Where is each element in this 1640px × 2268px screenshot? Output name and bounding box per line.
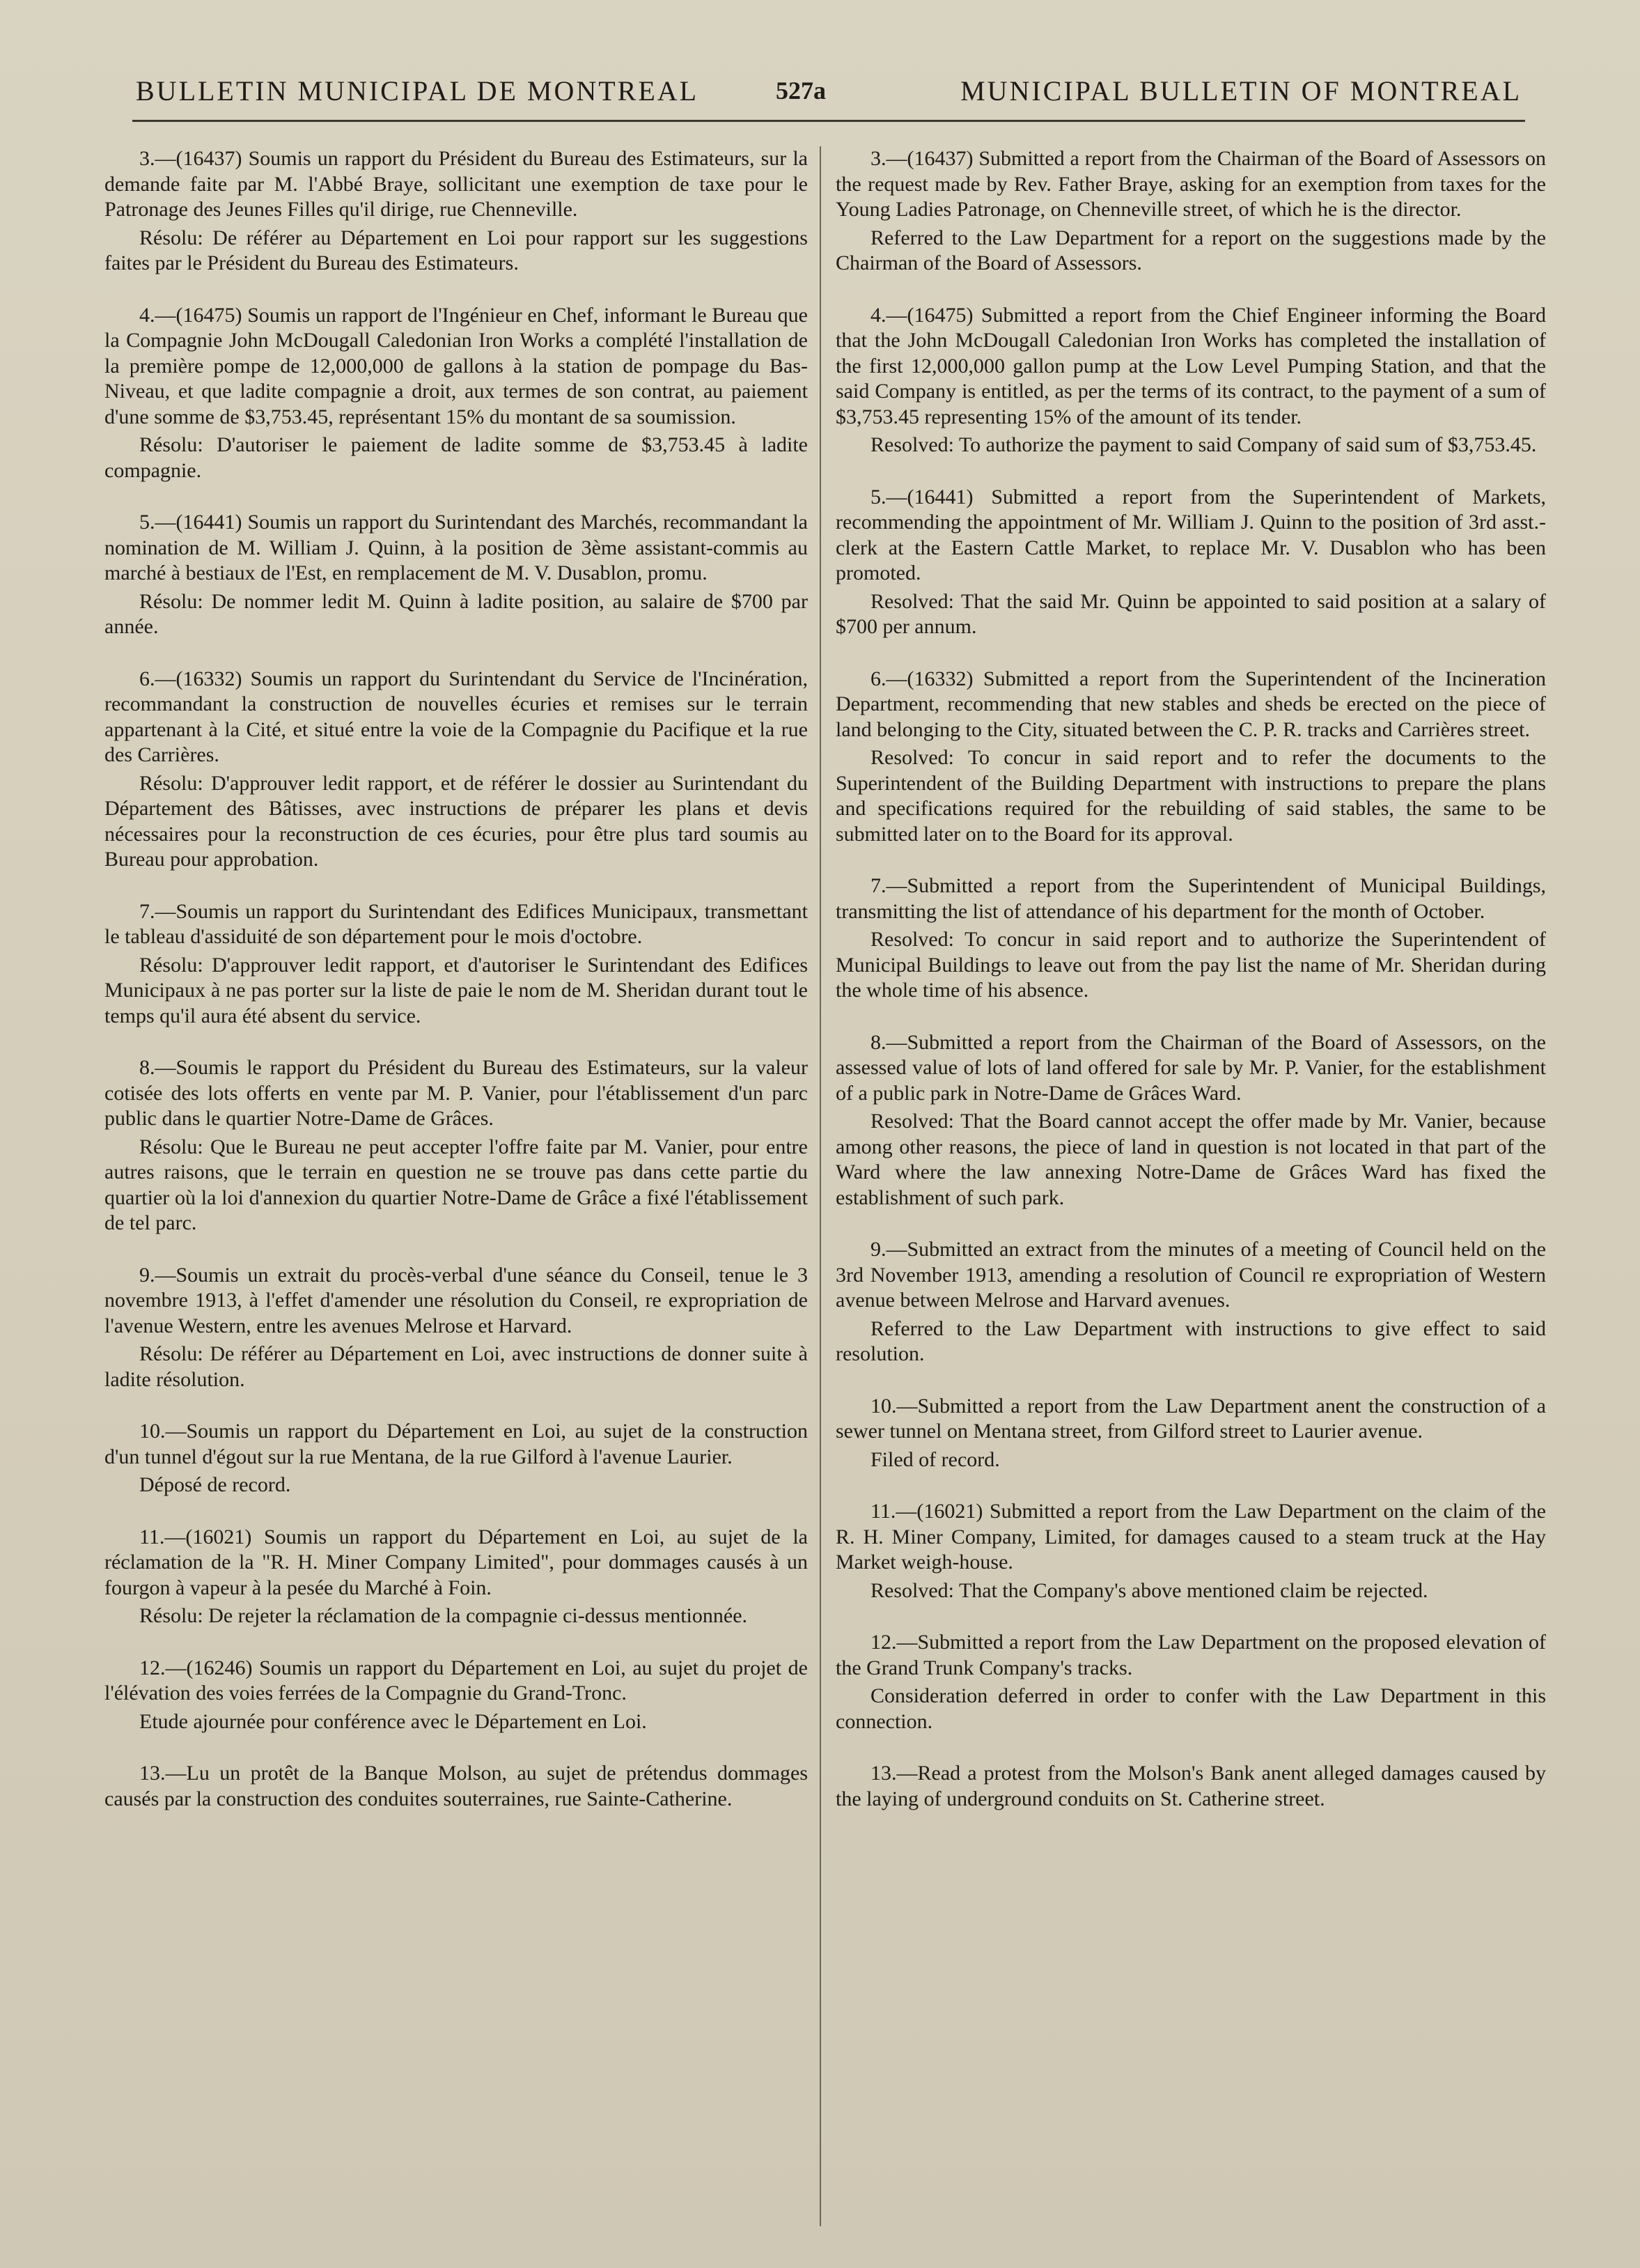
item-entry: 10.—Submitted a report from the Law Department anent the construction of a sewer tunnel on Mentana street, from Gilford street to Laurier avenue. xyxy=(836,1394,1546,1443)
french-item-6 xyxy=(104,667,808,873)
item-entry: 6.—(16332) Submitted a report from the Superintendent of the Incineration Department, recommending that new stables and sheds be erected on the piece of land belonging to the City, situated between the C. P. R. tracks and Carrières street. xyxy=(836,667,1546,741)
item-entry: 9.—Submitted an extract from the minutes of a meeting of Council held on the 3rd November 1913, amending a resolution of Council re expropriation of Western avenue between Melrose and Harvard avenues. xyxy=(836,1238,1546,1312)
item-decision: Etude ajournée pour conférence avec le Département en Loi. xyxy=(139,1709,647,1733)
item-entry: 8.—Submitted a report from the Chairman of the Board of Assessors, on the assessed value of lots of land offered for sale by Mr. P. Vanier, for the establishment of a public park in Notre-Dame de Grâces Ward. xyxy=(836,1030,1546,1105)
english-item-6 xyxy=(836,667,1546,848)
english-item-9 xyxy=(836,1237,1546,1367)
item-entry: 5.—(16441) Soumis un rapport du Surintendant des Marchés, recommandant la nomination de M. William J. Quinn, à la position de 3ème assistant-commis au marché à bestiaux de l'Est, en remplacement de M. V. Dusablon, promu. xyxy=(104,511,808,584)
item-entry: 4.—(16475) Submitted a report from the Chief Engineer informing the Board that the John McDougall Caledonian Iron Works has completed the installation of the first 12,000,000 gallon pump at the Low Level Pumping Station, and that the said Company is entitled, as per the terms of its contract, to the payment of a sum of $3,753.45 representing 15% of the amount of its tender. xyxy=(836,303,1546,428)
item-entry: 5.—(16441) Submitted a report from the Superintendent of Markets, recommending the appointment of Mr. William J. Quinn to the position of 3rd asst.-clerk at the Eastern Cattle Market, to replace Mr. V. Dusablon who has been promoted. xyxy=(836,485,1546,584)
item-decision: Résolu: D'approuver ledit rapport, et d'autoriser le Surintendant des Edifices Municipaux à ne pas porter sur la liste de paie le nom de M. Sheridan durant tout le temps qu'il aura été absent du service. xyxy=(104,953,808,1027)
item-decision: Referred to the Law Department for a report on the suggestions made by the Chairman of the Board of Assessors. xyxy=(836,226,1546,274)
french-item-8 xyxy=(104,1055,808,1236)
item-decision: Resolved: That the Company's above mentioned claim be rejected. xyxy=(870,1578,1428,1602)
french-item-13 xyxy=(104,1761,808,1812)
english-item-4 xyxy=(836,303,1546,458)
french-item-4 xyxy=(104,303,808,484)
item-entry: 11.—(16021) Soumis un rapport du Département en Loi, au sujet de la réclamation de la "R. H. Miner Company Limited", pour dommages causés à un fourgon à vapeur à la pesée du Marché à Foin. xyxy=(104,1525,808,1599)
item-decision: Resolved: To concur in said report and to authorize the Superintendent of Municipal Buildings to leave out from the pay list the name of Mr. Sheridan during the whole time of his absence. xyxy=(836,928,1546,1002)
item-decision: Resolved: To authorize the payment to said Company of said sum of $3,753.45. xyxy=(870,433,1537,456)
item-decision: Résolu: De nommer ledit M. Quinn à ladite position, au salaire de $700 par année. xyxy=(104,589,808,638)
french-item-9 xyxy=(104,1263,808,1393)
item-decision: Resolved: To concur in said report and to refer the documents to the Superintendent of the Building Department with instructions to prepare the plans and specifications required for the rebuilding of said stables, the same to be submitted later on to the Board for its approval. xyxy=(836,746,1546,846)
english-column xyxy=(836,146,1546,1838)
french-column xyxy=(104,146,808,1838)
page-header xyxy=(136,63,1522,118)
item-entry: 3.—(16437) Soumis un rapport du Président du Bureau des Estimateurs, sur la demande faite par M. l'Abbé Braye, sollicitant une exemption de taxe pour le Patronage des Jeunes Filles qu'il dirige, rue Chenneville. xyxy=(104,147,808,221)
item-entry: 10.—Soumis un rapport du Département en Loi, au sujet de la construction d'un tunnel d'égout sur la rue Mentana, de la rue Gilford à l'avenue Laurier. xyxy=(104,1420,808,1468)
item-decision: Résolu: De référer au Département en Loi pour rapport sur les suggestions faites par le Président du Bureau des Estimateurs. xyxy=(104,226,808,274)
english-title: MUNICIPAL BULLETIN OF MONTREAL xyxy=(960,75,1522,107)
item-entry: 3.—(16437) Submitted a report from the Chairman of the Board of Assessors on the request made by Rev. Father Braye, asking for an exemption from taxes for the Young Ladies Patronage, on Chenneville street, of which he is the director. xyxy=(836,147,1546,221)
english-item-11 xyxy=(836,1499,1546,1603)
item-decision: Resolved: That the Board cannot accept the offer made by Mr. Vanier, because among other reasons, the piece of land in question is not located in that part of the Ward where the law annexing Notre-Dame de Grâces Ward has fixed the establishment of such park. xyxy=(836,1110,1546,1209)
item-entry: 8.—Soumis le rapport du Président du Bureau des Estimateurs, sur la valeur cotisée des lots offerts en vente par M. P. Vanier, pour l'établissement d'un parc public dans le quartier Notre-Dame de Grâces. xyxy=(104,1056,808,1130)
item-entry: 7.—Soumis un rapport du Surintendant des Edifices Municipaux, transmettant le tableau d'assiduité de son département pour le mois d'octobre. xyxy=(104,899,808,948)
item-decision: Résolu: D'approuver ledit rapport, et de référer le dossier au Surintendant du Département des Bâtisses, avec instructions de préparer les plans et devis nécessaires pour la reconstruction de ces écuries, pour être plus tard soumis au Bureau pour approbation. xyxy=(104,771,808,871)
item-entry: 13.—Lu un protêt de la Banque Molson, au sujet de prétendus dommages causés par la construction des conduites souterraines, rue Sainte-Catherine. xyxy=(104,1762,808,1810)
item-entry: 9.—Soumis un extrait du procès-verbal d'une séance du Conseil, tenue le 3 novembre 1913, à l'effet d'amender une résolution du Conseil, re expropriation de l'avenue Western, entre les avenues Melrose et Harvard. xyxy=(104,1263,808,1337)
column-divider xyxy=(820,146,821,2226)
french-item-11 xyxy=(104,1525,808,1629)
item-decision: Consideration deferred in order to confer with the Law Department in this connection. xyxy=(836,1684,1546,1733)
item-entry: 12.—(16246) Soumis un rapport du Département en Loi, au sujet du projet de l'élévation des voies ferrées de la Compagnie du Grand-Tronc. xyxy=(104,1656,808,1704)
english-item-13 xyxy=(836,1761,1546,1812)
item-entry: 12.—Submitted a report from the Law Department on the proposed elevation of the Grand Trunk Company's tracks. xyxy=(836,1631,1546,1679)
item-entry: 6.—(16332) Soumis un rapport du Surintendant du Service de l'Incinération, recommandant la construction de nouvelles écuries et remises sur le terrain appartenant à la Cité, et situé entre la voie de la Compagnie du Pacifique et la rue des Carrières. xyxy=(104,667,808,766)
french-item-5 xyxy=(104,510,808,640)
french-item-3 xyxy=(104,146,808,277)
page-number: 527a xyxy=(776,77,826,104)
item-entry: 11.—(16021) Submitted a report from the Law Department on the claim of the R. H. Miner Company, Limited, for damages caused to a steam truck at the Hay Market weigh-house. xyxy=(836,1500,1546,1574)
item-decision: Résolu: D'autoriser le paiement de ladite somme de $3,753.45 à ladite compagnie. xyxy=(104,433,808,482)
item-entry: 4.—(16475) Soumis un rapport de l'Ingénieur en Chef, informant le Bureau que la Compagnie John McDougall Caledonian Iron Works a complété l'installation de la première pompe de 12,000,000 de gallons à la station de pompage du Bas-Niveau, et que ladite compagnie a droit, aux termes de son contrat, au paiement d'une somme de $3,753.45, représentant 15% du montant de sa soumission. xyxy=(104,303,808,428)
item-entry: 7.—Submitted a report from the Superintendent of Municipal Buildings, transmitting the list of attendance of his department for the month of October. xyxy=(836,874,1546,923)
english-item-7 xyxy=(836,873,1546,1004)
french-item-7 xyxy=(104,899,808,1030)
item-decision: Résolu: Que le Bureau ne peut accepter l'offre faite par M. Vanier, pour entre autres raisons, que le terrain en question ne se trouve pas dans cette partie du quartier où la loi d'annexion du quartier Notre-Dame de Grâce a fixé l'établissement de tel parc. xyxy=(104,1135,808,1234)
item-decision: Résolu: De référer au Département en Loi, avec instructions de donner suite à ladite résolution. xyxy=(104,1342,808,1391)
french-item-10 xyxy=(104,1419,808,1498)
item-decision: Resolved: That the said Mr. Quinn be appointed to said position at a salary of $700 per annum. xyxy=(836,589,1546,638)
item-decision: Referred to the Law Department with instructions to give effect to said resolution. xyxy=(836,1316,1546,1365)
item-decision: Filed of record. xyxy=(870,1447,1000,1471)
english-item-5 xyxy=(836,485,1546,640)
item-decision: Résolu: De rejeter la réclamation de la compagnie ci-dessus mentionnée. xyxy=(139,1604,748,1627)
english-item-3 xyxy=(836,146,1546,277)
english-item-10 xyxy=(836,1394,1546,1473)
header-rule xyxy=(132,120,1525,122)
item-entry: 13.—Read a protest from the Molson's Bank anent alleged damages caused by the laying of underground conduits on St. Catherine street. xyxy=(836,1762,1546,1810)
french-item-12 xyxy=(104,1656,808,1735)
item-decision: Déposé de record. xyxy=(139,1473,291,1496)
english-item-12 xyxy=(836,1630,1546,1734)
english-item-8 xyxy=(836,1030,1546,1211)
french-title: BULLETIN MUNICIPAL DE MONTREAL xyxy=(136,75,699,107)
